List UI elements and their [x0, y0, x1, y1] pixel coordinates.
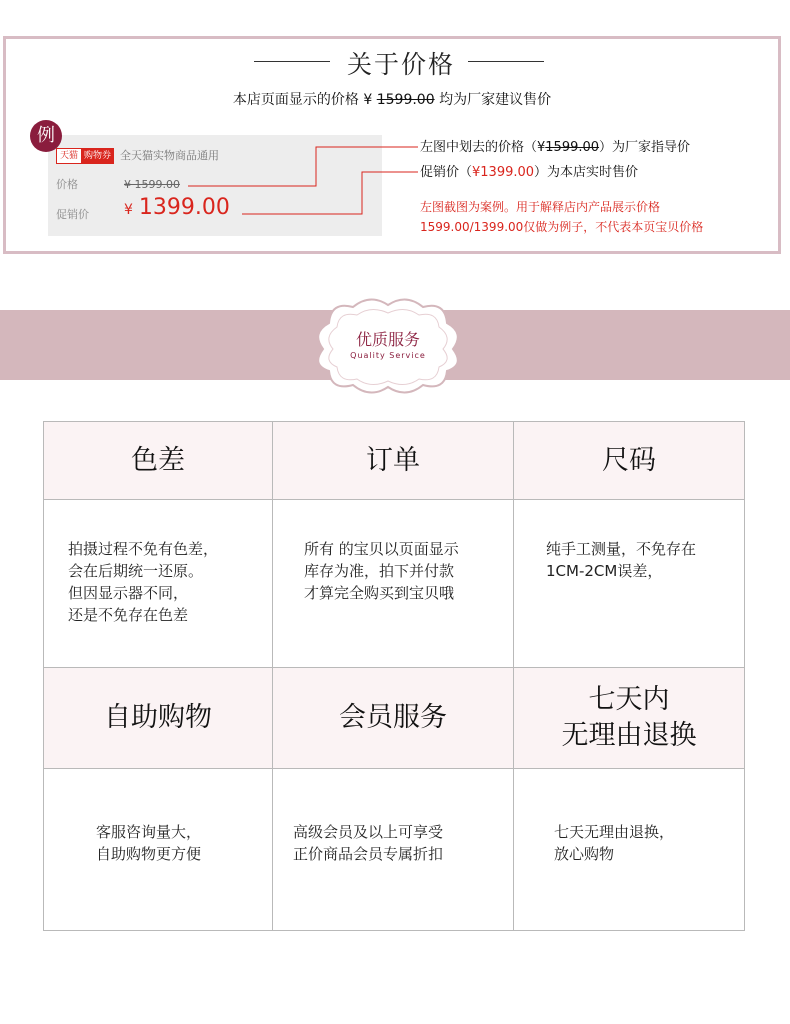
service-title-size: 尺码	[514, 422, 744, 500]
note2-prefix: 促销价（	[420, 165, 473, 180]
service-body-order	[273, 500, 514, 668]
example-price-label: 价格	[56, 178, 78, 191]
service-title-membership: 会员服务	[273, 668, 514, 769]
text-line: 自助购物更方便	[96, 845, 202, 863]
service-body-returns	[514, 769, 744, 930]
service-text	[68, 538, 218, 626]
text-line: 拍摄过程不免有色差，	[68, 540, 219, 558]
service-text	[554, 821, 674, 865]
note1-strike: 1599.00	[545, 140, 600, 155]
subtitle-prefix: 本店页面显示的价格 ¥	[232, 92, 377, 108]
tmall-tag: 天猫	[56, 148, 82, 164]
service-title-returns	[514, 668, 744, 769]
price-info-box	[3, 36, 781, 254]
example-new-price-value: 1399.00	[138, 195, 230, 220]
service-title-color-diff: 色差	[44, 422, 273, 500]
returns-title-line: 七天内	[588, 684, 670, 715]
text-line: 纯手工测量，不免存在	[546, 540, 697, 558]
note1-prefix: 左图中划去的价格（¥	[420, 140, 546, 155]
text-line: 七天无理由退换，	[554, 823, 675, 841]
coupon-description: 全天猫实物商品通用	[120, 149, 219, 162]
service-body-size	[514, 500, 744, 668]
note2-suffix: ）为本店实时售价	[534, 165, 639, 180]
banner-subtitle: Quality Service	[350, 351, 426, 360]
note-promo-price	[420, 161, 638, 180]
text-line: 放心购物	[554, 845, 615, 863]
price-section-title: 关于价格	[346, 50, 455, 79]
connector-old-price	[188, 147, 418, 186]
text-line: 1CM-2CM误差，	[546, 562, 663, 580]
service-text	[546, 538, 696, 582]
service-body-membership	[273, 769, 514, 930]
note-old-price	[420, 136, 690, 155]
note3-line-2: 1599.00/1399.00仅做为例子，不代表本页宝贝价格	[420, 220, 704, 234]
note-disclaimer	[420, 197, 780, 237]
coupon-tag: 购物券	[81, 148, 114, 164]
subtitle-strike-price: 1599.00	[376, 92, 435, 108]
text-line: 但因显示器不同，	[68, 584, 189, 602]
note3-line-1: 左图截图为案例。用于解释店内产品展示价格	[420, 200, 661, 214]
text-line: 还是不免存在色差	[68, 606, 189, 624]
service-text	[293, 821, 443, 865]
service-body-color-diff	[44, 500, 273, 668]
text-line: 所有 的宝贝以页面显示	[304, 540, 459, 558]
banner-title: 优质服务	[355, 330, 420, 349]
text-line: 才算完全购买到宝贝哦	[304, 584, 455, 602]
note2-red-price: ¥1399.00	[472, 165, 535, 180]
text-line: 高级会员及以上可享受	[293, 823, 444, 841]
service-grid	[43, 421, 745, 931]
subtitle-suffix: 均为厂家建议售价	[434, 92, 552, 108]
service-title-self-service: 自助购物	[44, 668, 273, 769]
returns-title-line: 无理由退换	[561, 720, 697, 751]
service-text	[304, 538, 459, 604]
text-line: 正价商品会员专属折扣	[293, 845, 444, 863]
example-badge: 例	[30, 120, 62, 152]
example-old-price: ¥ 1599.00	[124, 178, 180, 191]
text-line: 客服咨询量大，	[96, 823, 202, 841]
note1-suffix: ）为厂家指导价	[599, 140, 691, 155]
currency-symbol: ¥	[124, 202, 133, 218]
example-promo-label: 促销价	[56, 208, 89, 221]
service-body-self-service	[44, 769, 273, 930]
text-line: 会在后期统一还原。	[68, 562, 204, 580]
connector-new-price	[242, 172, 418, 214]
service-text	[96, 821, 201, 865]
service-title-order: 订单	[273, 422, 514, 500]
text-line: 库存为准，拍下并付款	[304, 562, 455, 580]
